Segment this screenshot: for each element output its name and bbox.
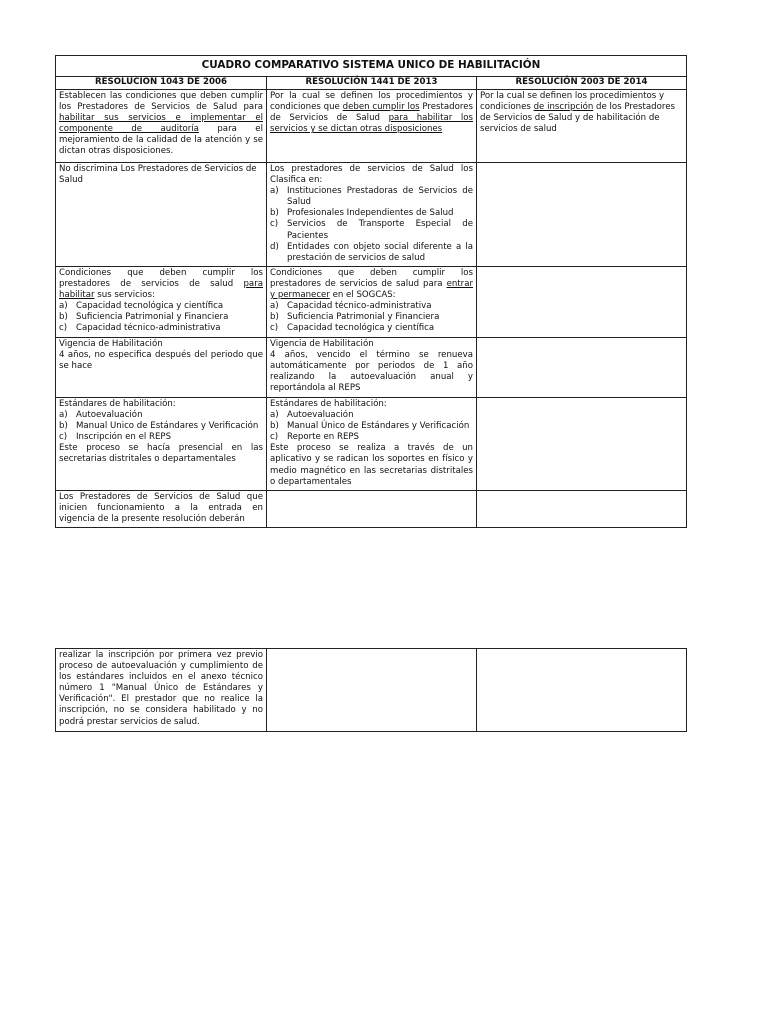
table-row (56, 398, 687, 491)
list-marker: a) (270, 301, 279, 312)
cell-1043-conditions: Condiciones que deben cumplir los prestadores de servicios de salud para habilitar sus servicios: a) Capacidad tecnológica y científica b) Suficiencia Patrimonial y Financiera c) Capacidad técnico-administrativa (56, 267, 267, 338)
list (59, 301, 263, 334)
list-item-text: Reporte en REPS (287, 432, 360, 443)
table-row (56, 267, 687, 338)
table-row (56, 649, 687, 732)
table-title: CUADRO COMPARATIVO SISTEMA UNICO DE HABILITACIÓN (56, 56, 687, 77)
cell-1441-standards: Estándares de habilitación: a) Autoevaluación b) Manual Único de Estándares y Verificación c) Reporte en REPS Este proceso se realiza a través de un aplicativo y se radican los soportes en físico y medio magnético en las secretarias distritales o departamentales (267, 398, 477, 491)
cell-2003-classification (477, 163, 687, 267)
list-item-text: Inscripción en el REPS (76, 432, 172, 443)
list-marker: a) (270, 186, 279, 197)
list-item-text: Manual Único de Estándares y Verificación (287, 421, 470, 432)
list-item-text: Entidades con objeto social diferente a la prestación de servicios de salud (287, 241, 473, 263)
cell-1441-classification: Los prestadores de servicios de Salud los Clasifica en: a) Instituciones Prestadoras de Servicios de Salud b) Profesionales Independientes de Salud c) Servicios de Transporte Especial de Pacientes d) Entidades con objeto social diferente a la prestación de servicios de salud (267, 163, 477, 267)
list-marker: c) (59, 432, 68, 443)
list-item (270, 242, 473, 264)
list (270, 186, 473, 264)
underlined-text: habilitar sus servicios e implementar el componente de auditoría (59, 113, 263, 135)
underlined-text: para habilitar los servicios y se dictan otras disposiciones (270, 113, 473, 135)
comparison-table-page-1 (55, 55, 687, 528)
list-marker: a) (59, 410, 68, 421)
list-marker: a) (270, 410, 279, 421)
cell-1043-new-providers-continued: realizar la inscripción por primera vez previo proceso de autoevaluación y cumplimiento de los estándares incluidos en el anexo técnico número 1 "Manual Único de Estándares y Verificación". El prestador que no realice la inscripción, no se considera habilitado y no podrá prestar servicios de salud. (56, 649, 267, 732)
list-marker: c) (270, 432, 279, 443)
list-item (59, 432, 263, 443)
cell-1441-conditions: Condiciones que deben cumplir los prestadores de servicios de salud para entrar y permanecer en el SOGCAS: a) Capacidad técnico-administrativa b) Suficiencia Patrimonial y Financiera c) Capacidad tecnológica y científica (267, 267, 477, 338)
list-item-text: Capacidad técnico-administrativa (287, 301, 432, 312)
cell-2003-purpose: Por la cual se definen los procedimientos y condiciones de inscripción de los Prestadores de Servicios de Salud y de habilitación de servicios de salud (477, 90, 687, 163)
table-row (56, 491, 687, 528)
list-item-text: Autoevaluación (287, 410, 354, 421)
list-item-text: Capacidad tecnológica y científica (287, 323, 435, 334)
cell-1043-validity: Vigencia de Habilitación 4 años, no especifica después del periodo que se hace (56, 338, 267, 398)
list-item-text: Capacidad tecnológica y científica (76, 301, 224, 312)
list-item-text: Servicios de Transporte Especial de Pacientes (287, 219, 473, 241)
list-marker: b) (270, 421, 279, 432)
list-item (270, 421, 473, 432)
underlined-text: para habilitar (59, 279, 263, 301)
list-marker: a) (59, 301, 68, 312)
list-item (270, 323, 473, 334)
cell-2003-conditions (477, 267, 687, 338)
list-item-text: Capacidad técnico-administrativa (76, 323, 221, 334)
list-item-text: Autoevaluación (76, 410, 143, 421)
table-row (56, 338, 687, 398)
table-row (56, 90, 687, 163)
list-item (270, 432, 473, 443)
underlined-text: deben cumplir los (342, 102, 420, 113)
cell-1043-purpose: Establecen las condiciones que deben cumplir los Prestadores de Servicios de Salud para habilitar sus servicios e implementar el componente de auditoría para el mejoramiento de la calidad de la atención y se dictan otras disposiciones. (56, 90, 267, 163)
list-marker: b) (59, 312, 68, 323)
cell-2003-new-providers (477, 491, 687, 528)
list (270, 301, 473, 334)
column-header-2003-2014: RESOLUCIÓN 2003 DE 2014 (477, 77, 687, 90)
cell-1043-classification: No discrimina Los Prestadores de Servicios de Salud (56, 163, 267, 267)
list-marker: b) (270, 208, 279, 219)
cell-1441-purpose: Por la cual se definen los procedimientos y condiciones que deben cumplir los Prestadores de Servicios de Salud para habilitar los servicios y se dictan otras disposiciones (267, 90, 477, 163)
list-item (59, 323, 263, 334)
list-item-text: Instituciones Prestadoras de Servicios de Salud (287, 186, 473, 208)
list-item (270, 312, 473, 323)
list-item-text: Profesionales Independientes de Salud (287, 208, 454, 219)
list-marker: b) (270, 312, 279, 323)
list-marker: c) (270, 219, 279, 230)
list-item-text: Manual Unico de Estándares y Verificación (76, 421, 259, 432)
list-item (270, 219, 473, 241)
list-item-text: Suficiencia Patrimonial y Financiera (76, 312, 229, 323)
list-item (270, 410, 473, 421)
cell-2003-new-providers-continued (477, 649, 687, 732)
list-item-text: Suficiencia Patrimonial y Financiera (287, 312, 440, 323)
cell-2003-standards (477, 398, 687, 491)
list-marker: c) (270, 323, 279, 334)
list-marker: d) (270, 241, 279, 252)
list-item (270, 301, 473, 312)
underlined-text: entrar y permanecer (270, 279, 473, 301)
cell-2003-validity (477, 338, 687, 398)
list-item (270, 208, 473, 219)
cell-1441-validity: Vigencia de Habilitación 4 años, vencido el término se renueva automáticamente por periodos de 1 año realizando la autoevaluación anual y reportándola al REPS (267, 338, 477, 398)
list (270, 410, 473, 443)
list-marker: c) (59, 323, 68, 334)
cell-1441-new-providers (267, 491, 477, 528)
comparison-table-page-2 (55, 648, 687, 732)
list (59, 410, 263, 443)
list-item (59, 312, 263, 323)
list-item (59, 410, 263, 421)
cell-1441-new-providers-continued (267, 649, 477, 732)
underlined-text: de inscripción (533, 102, 594, 113)
list-marker: b) (59, 421, 68, 432)
cell-1043-new-providers: Los Prestadores de Servicios de Salud que inicien funcionamiento a la entrada en vigencia de la presente resolución deberán (56, 491, 267, 528)
list-item (59, 421, 263, 432)
column-header-1043-2006: RESOLUCION 1043 DE 2006 (56, 77, 267, 90)
column-header-1441-2013: RESOLUCIÓN 1441 DE 2013 (267, 77, 477, 90)
table-row (56, 163, 687, 267)
list-item (270, 186, 473, 208)
cell-1043-standards: Estándares de habilitación: a) Autoevaluación b) Manual Unico de Estándares y Verificación c) Inscripción en el REPS Este proceso se hacía presencial en las secretarias distritales o departamentales (56, 398, 267, 491)
list-item (59, 301, 263, 312)
